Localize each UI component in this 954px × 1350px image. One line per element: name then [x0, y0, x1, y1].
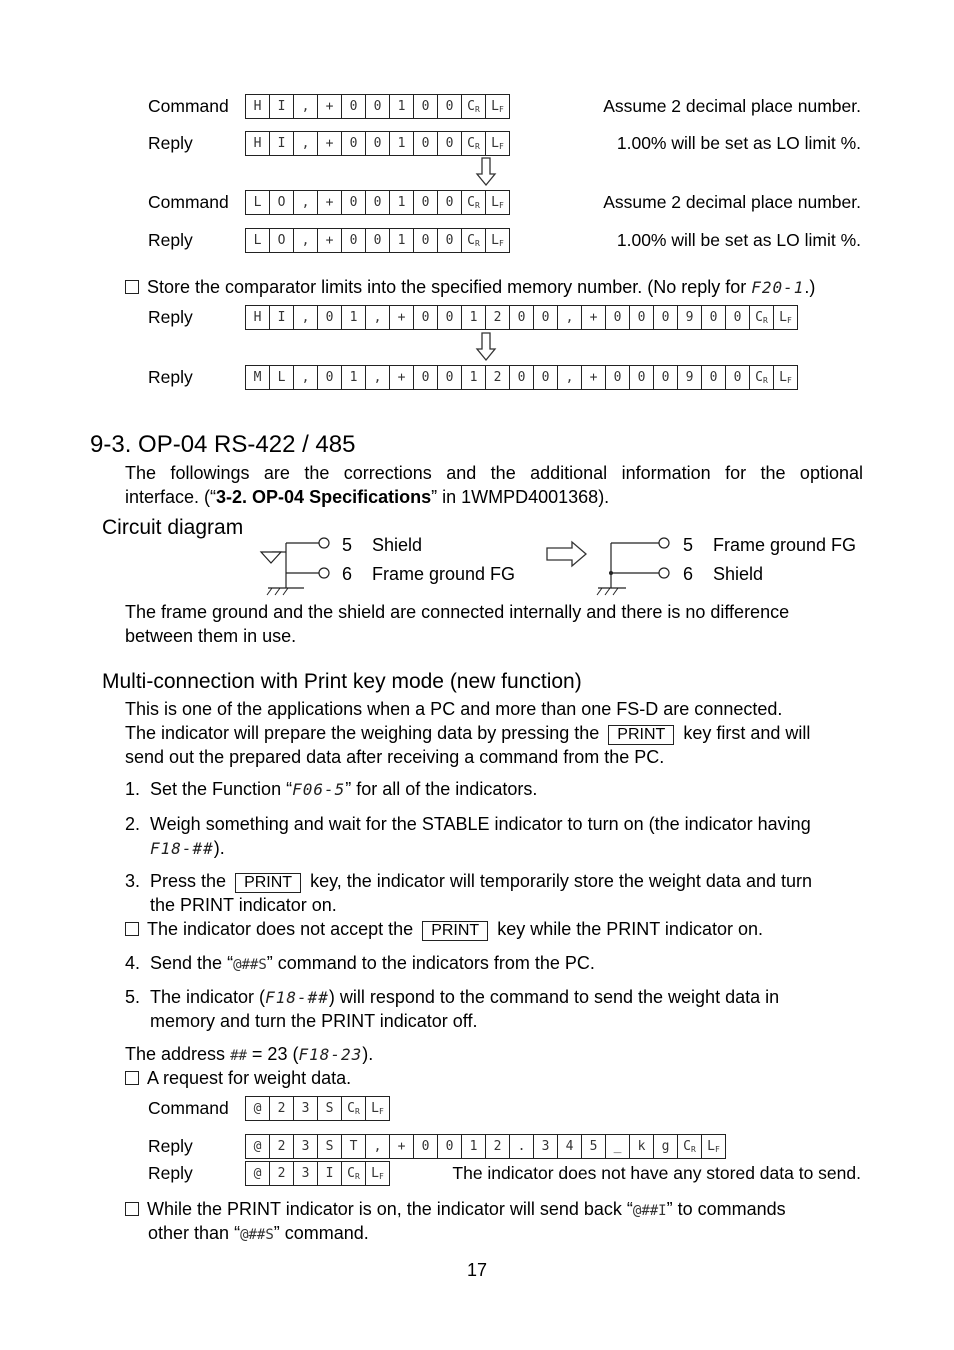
char-cell: 2: [486, 366, 510, 389]
terminal-label: Shield: [713, 564, 764, 584]
char-cell: @: [246, 1135, 270, 1158]
intro-line-1: The followings are the corrections and the additional information for the optional: [125, 463, 863, 483]
print-key: PRINT: [422, 921, 488, 941]
char-cell: 3: [294, 1162, 318, 1185]
cell-row: [245, 131, 510, 156]
step-5: The indicator (F18-##) will respond to the command to send the weight data in: [150, 987, 780, 1007]
char-cell: M: [246, 366, 270, 389]
char-cell: C R: [750, 306, 774, 329]
char-cell: 0: [414, 229, 438, 252]
char-cell: H: [246, 306, 270, 329]
char-cell: 0: [438, 132, 462, 155]
char-cell: 3: [294, 1097, 318, 1120]
cell-row: [245, 228, 510, 253]
step-number: 2.: [125, 814, 141, 834]
char-cell: I: [318, 1162, 342, 1185]
char-cell: 2: [270, 1135, 294, 1158]
row-note: 1.00% will be set as LO limit %.: [616, 133, 861, 153]
char-cell: 1: [390, 132, 414, 155]
terminal-label: Frame ground FG: [713, 535, 857, 555]
request-note: A request for weight data.: [125, 1068, 351, 1089]
char-cell: ,: [294, 366, 318, 389]
circuit-note-1: The frame ground and the shield are connected internally and there is no difference: [125, 602, 790, 622]
char-cell: L F: [486, 132, 510, 155]
step-3: Press the PRINT key, the indicator will temporarily store the weight data and turn: [150, 871, 812, 891]
char-cell: I: [270, 306, 294, 329]
row-label: Reply: [148, 367, 193, 387]
char-cell: L: [246, 229, 270, 252]
char-cell: 1: [342, 306, 366, 329]
char-cell: 0: [726, 366, 750, 389]
page-number: 17: [466, 1260, 488, 1280]
char-cell: ,: [294, 191, 318, 214]
char-cell: C R: [342, 1162, 366, 1185]
char-cell: 0: [438, 1135, 462, 1158]
char-cell: _: [606, 1135, 630, 1158]
char-cell: 0: [366, 95, 390, 118]
char-cell: I: [270, 132, 294, 155]
char-cell: L: [246, 191, 270, 214]
step-number: 5.: [125, 987, 141, 1007]
char-cell: ,: [366, 366, 390, 389]
char-cell: ,: [294, 229, 318, 252]
right-arrow-icon: [546, 541, 588, 567]
char-cell: 0: [606, 366, 630, 389]
row-label: Reply: [148, 133, 193, 153]
char-cell: ,: [366, 1135, 390, 1158]
row-note: Assume 2 decimal place number.: [603, 96, 861, 116]
char-cell: +: [582, 366, 606, 389]
char-cell: 3: [534, 1135, 558, 1158]
char-cell: L F: [366, 1097, 390, 1120]
char-cell: L F: [702, 1135, 726, 1158]
char-cell: 0: [726, 306, 750, 329]
char-cell: 0: [366, 191, 390, 214]
terminal-num: 6: [683, 564, 694, 584]
step-2: Weigh something and wait for the STABLE indicator to turn on (the indicator having: [150, 814, 811, 834]
char-cell: S: [318, 1097, 342, 1120]
multi-p1: This is one of the applications when a PC and more than one FS-D are connected.: [125, 699, 783, 719]
char-cell: 2: [270, 1097, 294, 1120]
char-cell: H: [246, 95, 270, 118]
char-cell: 0: [534, 366, 558, 389]
char-cell: L F: [774, 306, 798, 329]
char-cell: L F: [366, 1162, 390, 1185]
char-cell: 0: [702, 306, 726, 329]
row-label: Reply: [148, 1136, 193, 1156]
store-limits-note: Store the comparator limits into the specified memory number. (No reply for F20-1.): [125, 277, 815, 298]
row-label: Reply: [148, 230, 193, 250]
char-cell: L F: [486, 229, 510, 252]
down-arrow-icon: [476, 332, 496, 362]
char-cell: 4: [558, 1135, 582, 1158]
char-cell: ,: [558, 306, 582, 329]
step-3-note: The indicator does not accept the PRINT key while the PRINT indicator on.: [125, 919, 763, 941]
circuit-note-2: between them in use.: [125, 626, 297, 646]
char-cell: C R: [678, 1135, 702, 1158]
step-2-cont: F18-##).: [150, 838, 225, 858]
char-cell: C R: [462, 191, 486, 214]
char-cell: 0: [510, 366, 534, 389]
char-cell: 0: [342, 229, 366, 252]
multi-p2: The indicator will prepare the weighing data by pressing the PRINT key first and will: [125, 723, 811, 743]
char-cell: 2: [270, 1162, 294, 1185]
terminal-num: 5: [683, 535, 694, 555]
char-cell: 1: [462, 306, 486, 329]
char-cell: ,: [294, 132, 318, 155]
cell-row: [245, 190, 510, 215]
char-cell: 1: [390, 95, 414, 118]
command-code: @##S: [233, 957, 267, 973]
char-cell: 2: [486, 1135, 510, 1158]
step-number: 3.: [125, 871, 141, 891]
char-cell: 0: [366, 229, 390, 252]
char-cell: 0: [342, 132, 366, 155]
char-cell: ,: [558, 366, 582, 389]
function-code: F18-##: [265, 988, 329, 1007]
char-cell: 0: [606, 306, 630, 329]
final-note: While the PRINT indicator is on, the indicator will send back “@##I” to commands: [125, 1199, 786, 1220]
terminal-label: Frame ground FG: [372, 564, 516, 584]
char-cell: L F: [486, 95, 510, 118]
char-cell: L F: [774, 366, 798, 389]
function-code: F20-1: [751, 278, 805, 297]
char-cell: 0: [414, 306, 438, 329]
down-arrow-icon: [476, 157, 496, 187]
char-cell: ,: [294, 95, 318, 118]
char-cell: .: [510, 1135, 534, 1158]
char-cell: +: [318, 229, 342, 252]
step-3-cont: the PRINT indicator on.: [150, 895, 337, 915]
char-cell: 0: [414, 95, 438, 118]
char-cell: 1: [462, 366, 486, 389]
char-cell: 0: [414, 191, 438, 214]
multi-p3: send out the prepared data after receiving a command from the PC.: [125, 747, 665, 767]
checkbox-icon: [125, 922, 139, 936]
char-cell: ,: [366, 306, 390, 329]
char-cell: 1: [390, 229, 414, 252]
terminal-num: 6: [342, 564, 353, 584]
char-cell: ,: [294, 306, 318, 329]
circuit-diagram-left: [256, 532, 346, 596]
char-cell: k: [630, 1135, 654, 1158]
char-cell: C R: [462, 229, 486, 252]
multi-title: Multi-connection with Print key mode (new function): [102, 670, 582, 693]
step-number: 1.: [125, 779, 141, 799]
char-cell: 0: [438, 366, 462, 389]
char-cell: 0: [630, 366, 654, 389]
char-cell: 0: [414, 132, 438, 155]
row-label: Reply: [148, 307, 193, 327]
function-code: F18-##: [150, 839, 214, 858]
print-key: PRINT: [235, 873, 301, 893]
char-cell: 0: [654, 366, 678, 389]
char-cell: I: [270, 95, 294, 118]
cell-row: [245, 1134, 726, 1159]
char-cell: 0: [438, 229, 462, 252]
char-cell: +: [318, 191, 342, 214]
char-cell: 0: [438, 95, 462, 118]
char-cell: 9: [678, 366, 702, 389]
char-cell: 0: [414, 1135, 438, 1158]
char-cell: 1: [390, 191, 414, 214]
row-label: Command: [148, 96, 229, 116]
char-cell: 2: [486, 306, 510, 329]
char-cell: 0: [342, 191, 366, 214]
char-cell: 0: [366, 132, 390, 155]
step-1: Set the Function “F06-5” for all of the indicators.: [150, 779, 538, 799]
char-cell: 0: [630, 306, 654, 329]
cell-row: [245, 94, 510, 119]
print-key: PRINT: [608, 725, 674, 745]
char-cell: 0: [318, 366, 342, 389]
checkbox-icon: [125, 1202, 139, 1216]
cell-row: [245, 1096, 390, 1121]
address-line: The address ## = 23 (F18-23).: [125, 1044, 374, 1064]
terminal-num: 5: [342, 535, 353, 555]
cell-row: [245, 365, 798, 390]
char-cell: g: [654, 1135, 678, 1158]
char-cell: 0: [342, 95, 366, 118]
row-note: 1.00% will be set as LO limit %.: [616, 230, 861, 250]
char-cell: 9: [678, 306, 702, 329]
char-cell: 0: [438, 306, 462, 329]
char-cell: 1: [462, 1135, 486, 1158]
cell-row: [245, 1161, 390, 1186]
char-cell: L F: [486, 191, 510, 214]
step-number: 4.: [125, 953, 141, 973]
char-cell: 0: [414, 366, 438, 389]
char-cell: @: [246, 1162, 270, 1185]
char-cell: 0: [510, 306, 534, 329]
char-cell: C R: [342, 1097, 366, 1120]
char-cell: T: [342, 1135, 366, 1158]
char-cell: 0: [702, 366, 726, 389]
char-cell: 0: [318, 306, 342, 329]
section-heading: 9-3. OP-04 RS-422 / 485: [90, 431, 356, 458]
char-cell: +: [318, 132, 342, 155]
row-label: Reply: [148, 1163, 193, 1183]
char-cell: 0: [654, 306, 678, 329]
step-5-cont: memory and turn the PRINT indicator off.: [150, 1011, 478, 1031]
char-cell: +: [390, 366, 414, 389]
char-cell: C R: [462, 132, 486, 155]
char-cell: +: [318, 95, 342, 118]
checkbox-icon: [125, 1071, 139, 1085]
step-4: Send the “@##S” command to the indicators from the PC.: [150, 953, 595, 973]
function-code: F06-5: [292, 780, 346, 799]
char-cell: @: [246, 1097, 270, 1120]
checkbox-icon: [125, 280, 139, 294]
char-cell: H: [246, 132, 270, 155]
row-label: Command: [148, 192, 229, 212]
terminal-label: Shield: [372, 535, 423, 555]
row-note: Assume 2 decimal place number.: [603, 192, 861, 212]
final-note-cont: other than “@##S” command.: [148, 1223, 369, 1243]
char-cell: L: [270, 366, 294, 389]
char-cell: 1: [342, 366, 366, 389]
char-cell: +: [390, 1135, 414, 1158]
circuit-title: Circuit diagram: [102, 516, 244, 539]
row-note: The indicator does not have any stored data to send.: [452, 1163, 861, 1183]
char-cell: +: [582, 306, 606, 329]
cell-row: [245, 305, 798, 330]
char-cell: O: [270, 229, 294, 252]
char-cell: O: [270, 191, 294, 214]
function-code: F18-23: [298, 1045, 363, 1064]
char-cell: C R: [750, 366, 774, 389]
char-cell: C R: [462, 95, 486, 118]
char-cell: S: [318, 1135, 342, 1158]
char-cell: 0: [438, 191, 462, 214]
intro-line-2: interface. (“3-2. OP-04 Specifications” in 1WMPD4001368).: [125, 487, 610, 507]
row-label: Command: [148, 1098, 229, 1118]
char-cell: 3: [294, 1135, 318, 1158]
circuit-diagram-right: [596, 532, 686, 596]
char-cell: 5: [582, 1135, 606, 1158]
char-cell: +: [390, 306, 414, 329]
char-cell: 0: [534, 306, 558, 329]
